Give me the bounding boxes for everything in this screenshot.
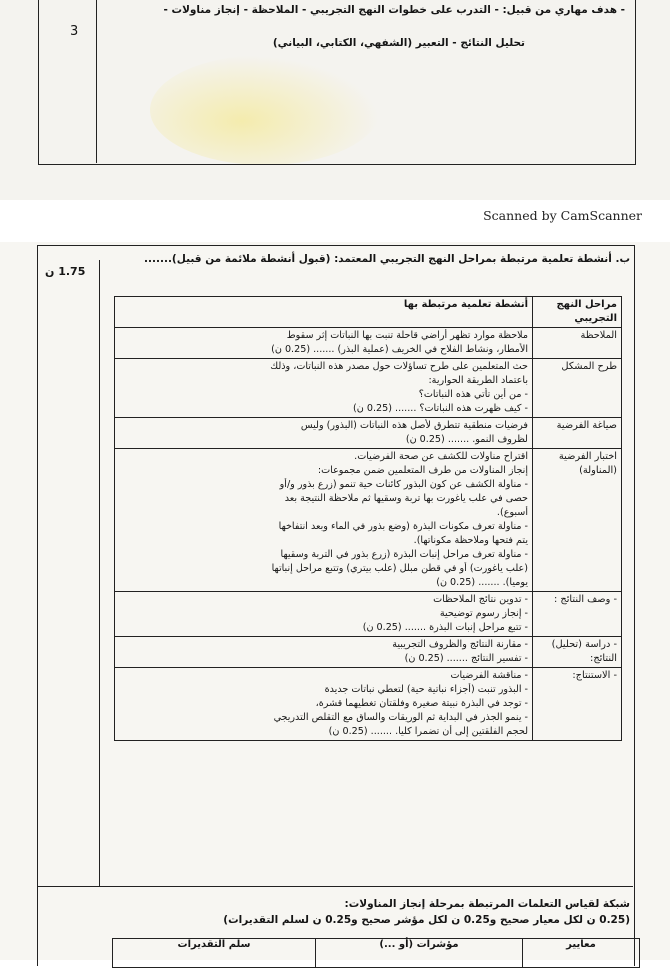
stage-cell: - الاستنتاج: (533, 668, 622, 741)
activity-line: لحجم الفلقتين إلى أن تضمرا كليا. ....... (0.25 ن) (328, 726, 528, 737)
activities-cell (115, 359, 533, 418)
stage-cell: اختبار الفرضية (المناولة) (533, 449, 622, 592)
table-row (115, 637, 622, 668)
activity-line: - إنجاز رسوم توضيحية (439, 608, 528, 619)
activity-line: اقتراح مناولات للكشف عن صحة الفرضيات. (354, 451, 528, 462)
activity-line: - كيف ظهرت هذه النباتات؟ ....... (0.25 ن) (353, 403, 528, 414)
stage-cell: طرح المشكل (533, 359, 622, 418)
scanner-watermark: Scanned by CamScanner (483, 208, 642, 223)
activity-line: - مناولة تعرف مراحل إنبات البذرة (زرع بذور في التربة وسقيها (280, 549, 528, 560)
activity-line: باعتماد الطريقة الحوارية: (428, 375, 528, 386)
section-divider (37, 886, 633, 887)
section-title: ب. أنشطة تعلمية مرتبطة بمراحل النهج التجريبي المعتمد: (قبول أنشطة ملائمة من قبيل)....... (144, 253, 630, 265)
section-score: 1.75 ن (45, 265, 86, 278)
grid-col-scale: سلم التقديرات (113, 939, 316, 968)
activity-line: - تتبع مراحل إنبات البذرة ....... (0.25 ن) (362, 622, 528, 633)
stage-cell: - دراسة (تحليل) النتائج: (533, 637, 622, 668)
activity-line: (علب ياغورت) أو في قطن مبلل (علب بيتري) وتتبع مراحل إنباتها (271, 563, 528, 574)
previous-page-fragment (0, 0, 670, 200)
table-row (115, 359, 622, 418)
activity-line: ملاحظة موارد تظهر أراضي قاحلة تنبت بها النباتات إثر سقوط (286, 330, 528, 341)
header-activities: أنشطة تعلمية مرتبطة بها (115, 297, 533, 328)
grid-header-row (113, 939, 640, 968)
activity-line: أسبوع). (496, 507, 528, 518)
activities-cell (115, 637, 533, 668)
activities-cell (115, 592, 533, 637)
table-row (115, 418, 622, 449)
top-table-frame (38, 0, 636, 165)
activities-cell (115, 418, 533, 449)
activity-line: - مناولة الكشف عن كون البذور كائنات حية تنمو (زرع بذور و/أو (279, 479, 528, 490)
table-row (115, 449, 622, 592)
score-column-divider (99, 260, 100, 886)
top-text-line-2: تحليل النتائج - التعبير (الشفهي، الكتابي، البياني) (272, 37, 525, 49)
table-body (115, 328, 622, 741)
activity-line: - من أين تأتي هذه النباتات؟ (418, 389, 528, 400)
grid-subtitle: (0.25 ن لكل معيار صحيح و0.25 ن لكل مؤشر صحيح و0.25 ن لسلم التقديرات) (223, 914, 630, 926)
stage-cell: - وصف النتائج : (533, 592, 622, 637)
activity-line: - مناقشة الفرضيات (450, 670, 528, 681)
grid-col-criteria: معايير (523, 939, 640, 968)
grid-col-indicators: مؤشرات (أو ...) (316, 939, 523, 968)
table-row (115, 592, 622, 637)
activity-line: - ينمو الجذر في البداية ثم الوريقات والساق مع التقلص التدريجي (273, 712, 528, 723)
activities-cell (115, 328, 533, 359)
activity-line: فرضيات منطقية تتطرق لأصل هذه النباتات (البذور) وليس (300, 420, 528, 431)
top-column-divider (96, 0, 97, 163)
header-stages: مراحل النهج التجريبي (533, 297, 622, 328)
grid-title: شبكة لقياس التعلمات المرتبطة بمرحلة إنجاز المناولات: (344, 898, 630, 910)
activity-line: لظروف النمو. ....... (0.25 ن) (405, 434, 528, 445)
activity-line: الأمطار، ونشاط الفلاح في الخريف (عملية البذر) ....... (0.25 ن) (271, 344, 528, 355)
activities-cell (115, 449, 533, 592)
activity-line: يتم فتحها وملاحظة مكوناتها). (413, 535, 528, 546)
activity-line: حصى في علب ياغورت بها تربة وسقيها ثم ملاحظة النتيجة بعد (284, 493, 528, 504)
table-row (115, 328, 622, 359)
stage-cell: الملاحظة (533, 328, 622, 359)
row-number: 3 (70, 24, 79, 39)
activity-line: يوميا). ....... (0.25 ن) (436, 577, 528, 588)
activities-table (114, 296, 622, 741)
table-row (115, 668, 622, 741)
table-header-row (115, 297, 622, 328)
activity-line: إنجاز المناولات من طرف المتعلمين ضمن مجموعات: (317, 465, 528, 476)
activity-line: - مقارنة النتائج والظروف التجريبية (392, 639, 528, 650)
activity-line: - توجد في البذرة نبيتة صغيرة وفلقتان تغطيهما قشرة، (315, 698, 528, 709)
activity-line: - مناولة تعرف مكونات البذرة (وضع بذور في الماء وبعد انتفاخها (278, 521, 528, 532)
activity-line: - تدوين نتائج الملاحظات (433, 594, 528, 605)
activity-line: - البذور تنبت (أجزاء نباتية حية) لتعطي نباتات جديدة (324, 684, 528, 695)
stage-cell: صياغة الفرضية (533, 418, 622, 449)
activity-line: - تفسير النتائج ....... (0.25 ن) (404, 653, 528, 664)
assessment-grid (112, 938, 640, 968)
activities-cell (115, 668, 533, 741)
activity-line: حث المتعلمين على طرح تساؤلات حول مصدر هذه النباتات، وذلك (270, 361, 528, 372)
top-text-line-1: - هدف مهاري من قبيل: - التدرب على خطوات النهج التجريبي - الملاحظة - إنجاز مناولات - (163, 4, 625, 16)
